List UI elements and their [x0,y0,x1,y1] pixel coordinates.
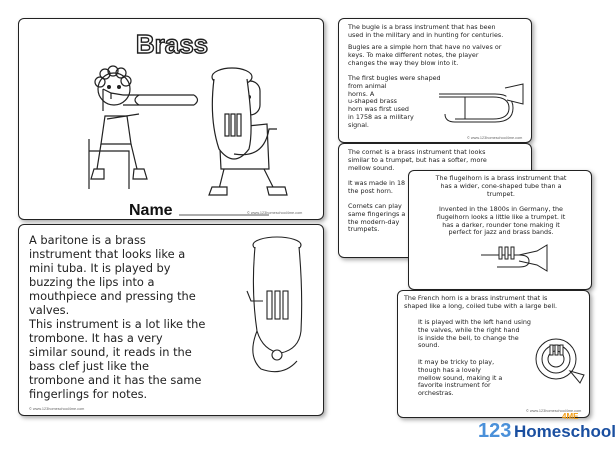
baritone-card [18,224,324,416]
name-label: Name [129,202,173,219]
baritone-text: A baritone is a brass instrument that looks like a mini tuba. It is played by buzzing the lips into a mouthpiece and pressing the valves. This instrument is a lot like the trombone. It has a very similar sound, it reads in the bass clef just like the trombone and it has the same fingerlings for notes. [29,233,206,401]
cornet-para-1: The cornet is a brass instrument that looks similar to a trumpet, but has a softer, more mellow sound. [348,148,487,172]
brand-logo [478,412,616,448]
brand-suffix: 4ME [562,412,579,421]
french-horn-para-2: It is played with the left hand using the valves, while the right hand is inside the bell, to change the sound. [418,318,531,350]
bugle-card [338,18,532,143]
baritone-footer: © www.123homeschool4me.com [29,407,85,411]
cover-card [18,18,324,220]
brand-number: 123 [478,420,512,442]
flugelhorn-icon [479,241,549,276]
french-horn-icon [530,331,586,387]
cover-title: Brass [135,29,209,59]
cover-illustration [19,19,325,221]
bugle-para-2: Bugles are a simple horn that have no valves or keys. To make different notes, the player changes the way they blow into it. [348,43,502,67]
bugle-icon [435,84,525,129]
french-horn-footer: © www.123homeschool4me.com [526,409,582,413]
french-horn-card [397,290,590,418]
cornet-para-2: It was made in 18 the post horn. [348,179,406,195]
cornet-para-3: Cornets can play same fingerings a the modern-day trumpets. [348,202,406,234]
bugle-para-1: The bugle is a brass instrument that has been used in the military and in hunting for centuries. [348,23,504,39]
baritone-icon [237,231,317,381]
brand-name: Homeschool [514,422,616,441]
trombone-player-girl [89,66,147,189]
french-horn-para-3: It may be tricky to play, though has a lovely mellow sound, making it a favorite instrument for orchestras. [418,358,503,398]
flugelhorn-card [408,170,592,290]
flugelhorn-para-1: The flugelhorn is a brass instrument that has a wider, cone-shaped tube than a trumpet. [435,174,567,198]
cover-footer: © www.123homeschool4me.com [247,211,303,215]
french-horn-para-1: The French horn is a brass instrument that is shaped like a long, coiled tube with a large bell. [404,294,558,310]
bugle-footer: © www.123homeschool4me.com [467,136,523,140]
bugle-para-3: The first bugles were shaped from animal horns. A u-shaped brass horn was first used in 1758 as a military signal. [348,74,441,129]
flugelhorn-para-2: Invented in the 1800s in Germany, the flugelhorn looks a little like a trumpet. It has a darker, rounder tone making it perfect for jazz and brass bands. [436,205,566,237]
